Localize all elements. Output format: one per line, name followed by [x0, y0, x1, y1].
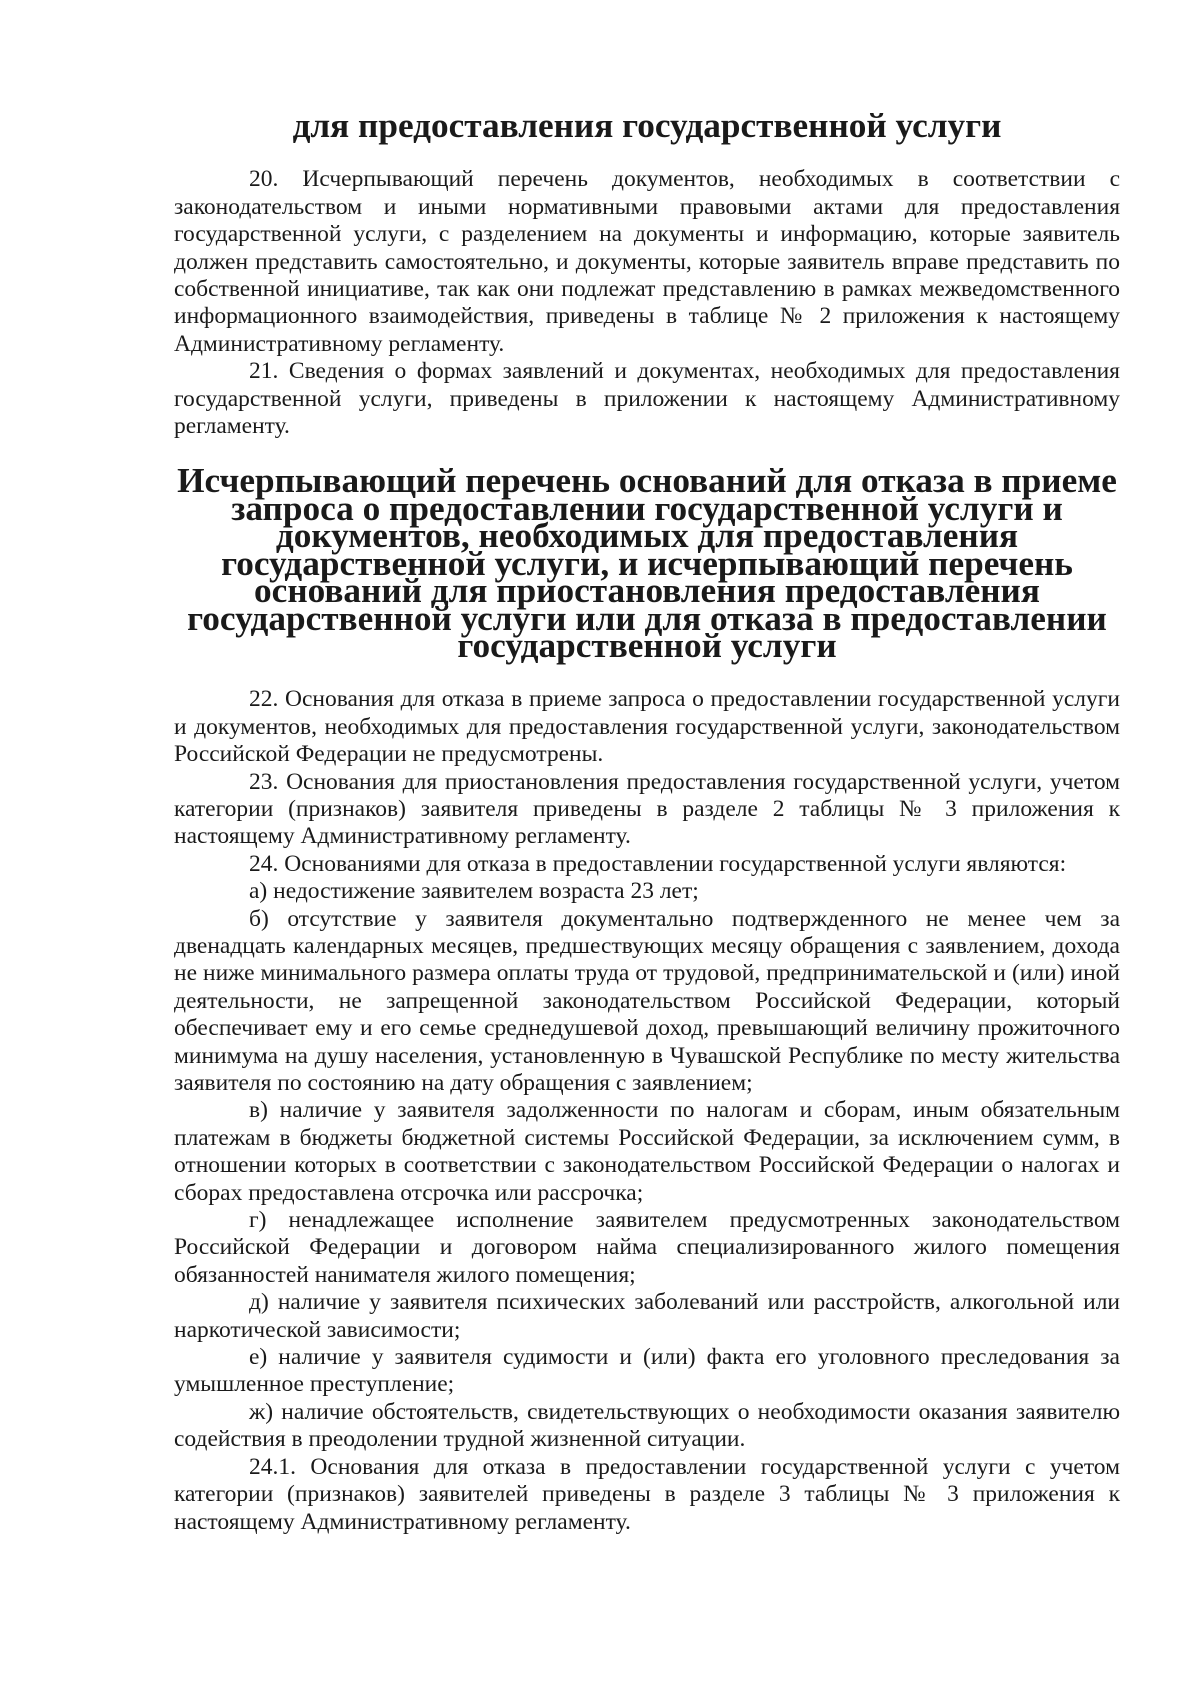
list-item-v: в) наличие у заявителя задолженности по налогам и сборам, иным обязательным платежам в бюджеты бюджетной системы Российской Федерации, за исключением сумм, в отношении которых в соответствии с законодательством Российской Федерации о налогах и сборах предоставлена отсрочка или рассрочка;	[174, 1097, 1120, 1206]
paragraph-23: 23. Основания для приостановления предоставления государственной услуги, учетом категории (признаков) заявителя приведены в разделе 2 таблицы № 3 приложения к настоящему Административному регламенту.	[174, 768, 1120, 850]
paragraph-24: 24. Основаниями для отказа в предоставлении государственной услуги являются:	[249, 850, 1067, 877]
list-item-e: е) наличие у заявителя судимости и (или) факта его уголовного преследования за умышленное преступление;	[174, 1344, 1120, 1398]
list-item-d: д) наличие у заявителя психических заболеваний или расстройств, алкогольной или наркотической зависимости;	[174, 1289, 1120, 1343]
list-item-b: б) отсутствие у заявителя документально подтвержденного не менее чем за двенадцать календарных месяцев, предшествующих месяцу обращения с заявлением, дохода не ниже минимального размера оплаты труда от трудовой, предпринимательской и (или) иной деятельности, не запрещенной законодательством Российской Федерации, который обеспечивает ему и его семье среднедушевой доход, превышающий величину прожиточного минимума на душу населения, установленную в Чувашской Республике по месту жительства заявителя по состоянию на дату обращения с заявлением;	[174, 905, 1120, 1096]
paragraph-20: 20. Исчерпывающий перечень документов, необходимых в соответствии с законодательством и иными нормативными правовыми актами для предоставления государственной услуги, с разделением на документы и информацию, которые заявитель должен представить самостоятельно, и документы, которые заявитель вправе представить по собственной инициативе, так как они подлежат представлению в рамках межведомственного информационного взаимодействия, приведены в таблице № 2 приложения к настоящему Административному регламенту.	[174, 166, 1120, 357]
section-heading-top: для предоставления государственной услуги	[292, 106, 1002, 145]
list-item-g: г) ненадлежащее исполнение заявителем предусмотренных законодательством Российской Федерации и договором найма специализированного жилого помещения обязанностей нанимателя жилого помещения;	[174, 1207, 1120, 1288]
document-page	[174, 106, 1120, 1536]
list-item-zh: ж) наличие обстоятельств, свидетельствующих о необходимости оказания заявителю содействия в преодолении трудной жизненной ситуации.	[174, 1398, 1120, 1453]
paragraph-24-1: 24.1. Основания для отказа в предоставлении государственной услуги с учетом категории (признаков) заявителей приведены в разделе 3 таблицы № 3 приложения к настоящему Административному регламенту.	[174, 1453, 1120, 1535]
paragraph-22: 22. Основания для отказа в приеме запроса о предоставлении государственной услуги и документов, необходимых для предоставления государственной услуги, законодательством Российской Федерации не предусмотрены.	[174, 686, 1120, 768]
paragraph-21: 21. Сведения о формах заявлений и документах, необходимых для предоставления государственной услуги, приведены в приложении к настоящему Административному регламенту.	[174, 358, 1120, 440]
section-heading-refusal-grounds: Исчерпывающий перечень оснований для отказа в приеме запроса о предоставлении государственной услуги и документов, необходимых для предоставления государственной услуги, и исчерпывающий перечень оснований для приостановления предоставления государственной услуги или для отказа в предоставлении государственной услуги	[177, 461, 1117, 665]
list-item-a: а) недостижение заявителем возраста 23 лет;	[249, 878, 699, 905]
